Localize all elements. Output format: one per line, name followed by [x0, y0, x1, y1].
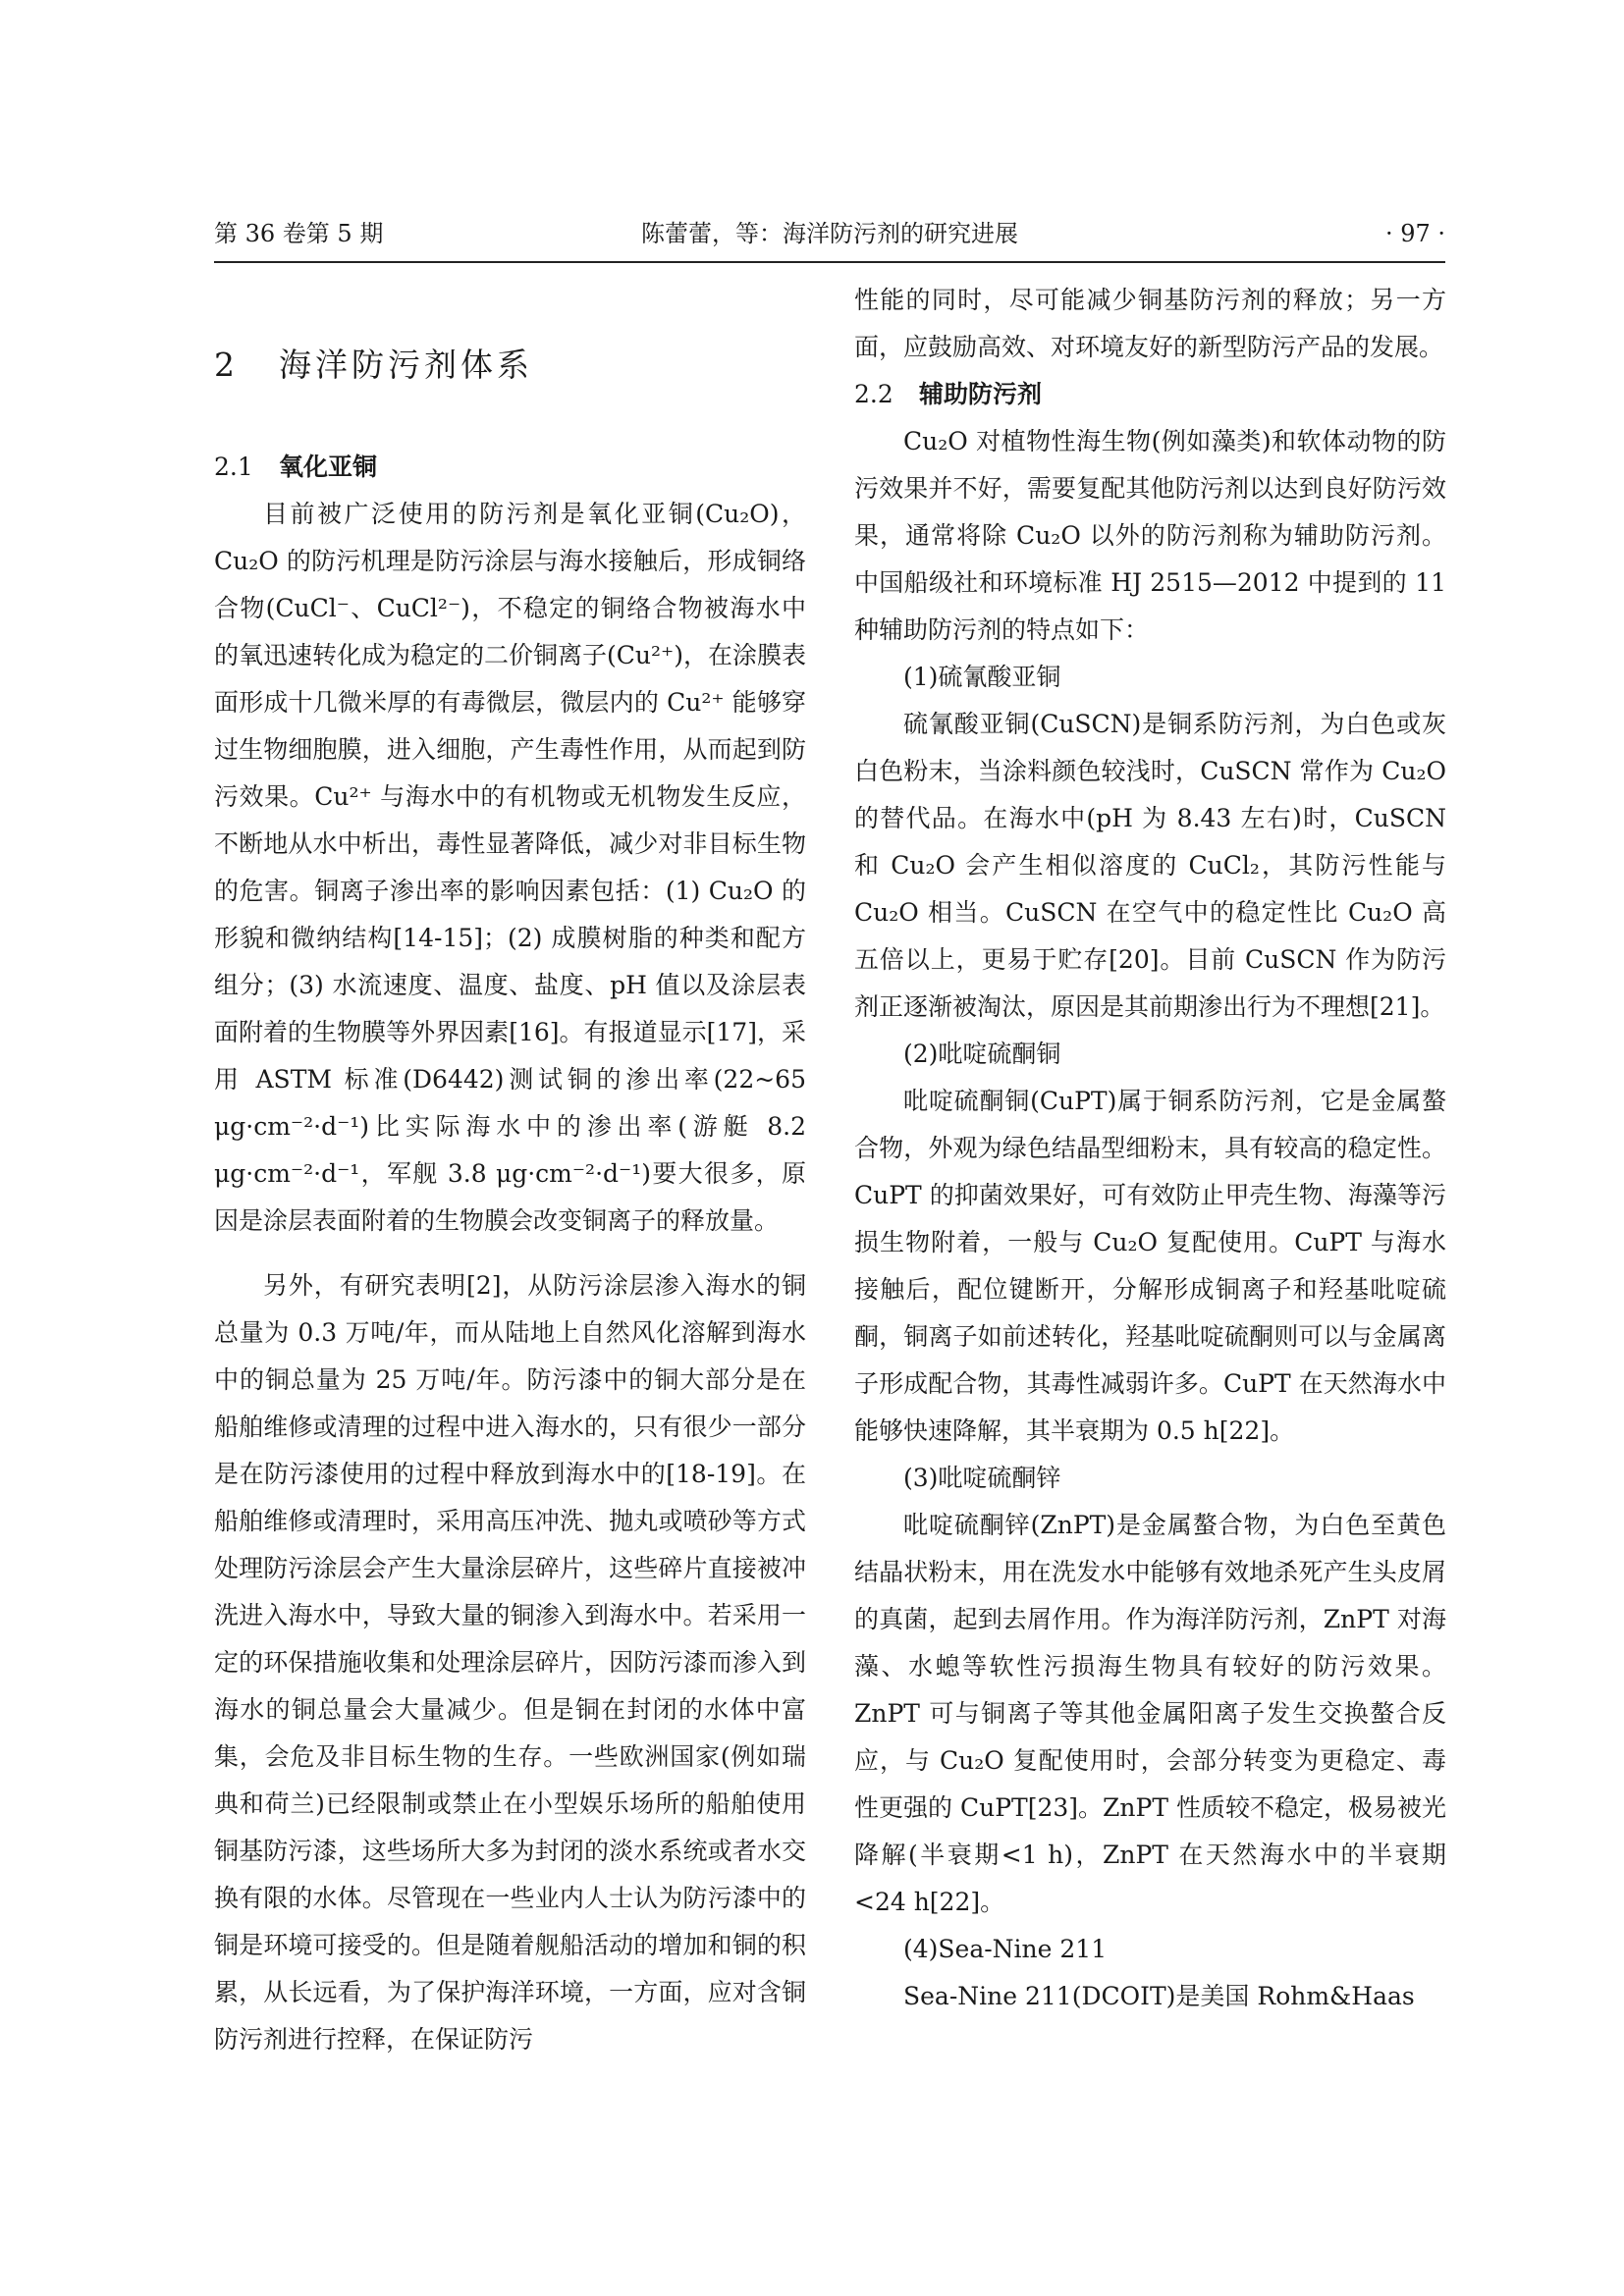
item-heading: (4)Sea-Nine 211 — [903, 1935, 1108, 1963]
page-number: · 97 · — [1384, 220, 1445, 247]
section-title: 海洋防污剂体系 — [279, 346, 533, 384]
paragraph: Cu₂O 对植物性海生物(例如藻类)和软体动物的防污效果并不好，需要复配其他防污剂以达到良好防污效果，通常将除 Cu₂O 以外的防污剂称为辅助防污剂。中国船级社和环境标准 HJ 2515—2012 中提到的 11 种辅助防污剂的特点如下： — [854, 427, 1446, 644]
paragraph: 硫氰酸亚铜(CuSCN)是铜系防污剂，为白色或灰白色粉末，当涂料颜色较浅时，CuSCN 常作为 Cu₂O 的替代品。在海水中(pH 为 8.43 左右)时，CuSCN 和 Cu₂O 会产生相似溶度的 CuCl₂，其防污性能与 Cu₂O 相当。CuSCN 在空气中的稳定性比 Cu₂O 高五倍以上，更易于贮存[20]。目前 CuSCN 作为防污剂正逐渐被淘汰，原因是其前期渗出行为不理想[21]。 — [854, 710, 1446, 1021]
subsection-number: 2.1 — [214, 453, 253, 481]
subsection-title: 氧化亚铜 — [279, 453, 378, 481]
left-column — [214, 277, 806, 2063]
paragraph: 吡啶硫酮锌(ZnPT)是金属螯合物，为白色至黄色结晶状粉末，用在洗发水中能够有效地杀死产生头皮屑的真菌，起到去屑作用。作为海洋防污剂，ZnPT 对海藻、水螅等软性污损海生物具有较好的防污效果。ZnPT 可与铜离子等其他金属阳离子发生交换螯合反应，与 Cu₂O 复配使用时，会部分转变为更稳定、毒性更强的 CuPT[23]。ZnPT 性质较不稳定，极易被光降解(半衰期<1 h)，ZnPT 在天然海水中的半衰期<24 h[22]。 — [854, 1511, 1446, 1916]
paragraph-continued: 性能的同时，尽可能减少铜基防污剂的释放；另一方面，应鼓励高效、对环境友好的新型防污产品的发展。 — [854, 286, 1446, 361]
item-heading: (1)硫氰酸亚铜 — [903, 663, 1061, 691]
subsection-heading — [214, 444, 806, 491]
subsection-title: 辅助防污剂 — [919, 380, 1043, 408]
section-heading — [214, 342, 806, 389]
right-column — [854, 277, 1446, 2020]
paragraph: Sea-Nine 211(DCOIT)是美国 Rohm&Haas — [903, 1982, 1415, 2010]
item-heading: (3)吡啶硫酮锌 — [903, 1464, 1061, 1492]
running-header — [214, 214, 1445, 253]
item-heading: (2)吡啶硫酮铜 — [903, 1040, 1061, 1068]
subsection-heading — [854, 371, 1446, 418]
section-number: 2 — [214, 346, 239, 384]
paragraph: 吡啶硫酮铜(CuPT)属于铜系防污剂，它是金属螯合物，外观为绿色结晶型细粉末，具有较高的稳定性。CuPT 的抑菌效果好，可有效防止甲壳生物、海藻等污损生物附着，一般与 Cu₂O 复配使用。CuPT 与海水接触后，配位键断开，分解形成铜离子和羟基吡啶硫酮，铜离子如前述转化，羟基吡啶硫酮则可以与金属离子形成配合物，其毒性减弱许多。CuPT 在天然海水中能够快速降解，其半衰期为 0.5 h[22]。 — [854, 1087, 1446, 1445]
paragraph: 另外，有研究表明[2]，从防污涂层渗入海水的铜总量为 0.3 万吨/年，而从陆地上自然风化溶解到海水中的铜总量为 25 万吨/年。防污漆中的铜大部分是在船舶维修或清理的过程中进入海水的，只有很少一部分是在防污漆使用的过程中释放到海水中的[18-19]。在船舶维修或清理时，采用高压冲洗、抛丸或喷砂等方式处理防污涂层会产生大量涂层碎片，这些碎片直接被冲洗进入海水中，导致大量的铜渗入到海水中。若采用一定的环保措施收集和处理涂层碎片，因防污漆而渗入到海水的铜总量会大量减少。但是铜在封闭的水体中富集，会危及非目标生物的生存。一些欧洲国家(例如瑞典和荷兰)已经限制或禁止在小型娱乐场所的船舶使用铜基防污漆，这些场所大多为封闭的淡水系统或者水交换有限的水体。尽管现在一些业内人士认为防污漆中的铜是环境可接受的。但是随着舰船活动的增加和铜的积累，从长远看，为了保护海洋环境，一方面，应对含铜防污剂进行控释，在保证防污 — [214, 1271, 806, 2054]
header-rule — [214, 261, 1445, 263]
paragraph: 目前被广泛使用的防污剂是氧化亚铜(Cu₂O)，Cu₂O 的防污机理是防污涂层与海水接触后，形成铜络合物(CuCl⁻、CuCl²⁻)，不稳定的铜络合物被海水中的氧迅速转化成为稳定的二价铜离子(Cu²⁺)，在涂膜表面形成十几微米厚的有毒微层，微层内的 Cu²⁺ 能够穿过生物细胞膜，进入细胞，产生毒性作用，从而起到防污效果。Cu²⁺ 与海水中的有机物或无机物发生反应，不断地从水中析出，毒性显著降低，减少对非目标生物的危害。铜离子渗出率的影响因素包括：(1) Cu₂O 的形貌和微纳结构[14-15]；(2) 成膜树脂的种类和配方组分；(3) 水流速度、温度、盐度、pH 值以及涂层表面附着的生物膜等外界因素[16]。有报道显示[17]，采用 ASTM 标准(D6442)测试铜的渗出率(22~65 μg·cm⁻²·d⁻¹)比实际海水中的渗出率(游艇 8.2 μg·cm⁻²·d⁻¹，军舰 3.8 μg·cm⁻²·d⁻¹)要大很多，原因是涂层表面附着的生物膜会改变铜离子的释放量。 — [214, 500, 806, 1235]
subsection-number: 2.2 — [854, 380, 893, 408]
running-title: 陈蕾蕾，等：海洋防污剂的研究进展 — [641, 220, 1018, 247]
journal-issue: 第 36 卷第 5 期 — [214, 220, 384, 247]
